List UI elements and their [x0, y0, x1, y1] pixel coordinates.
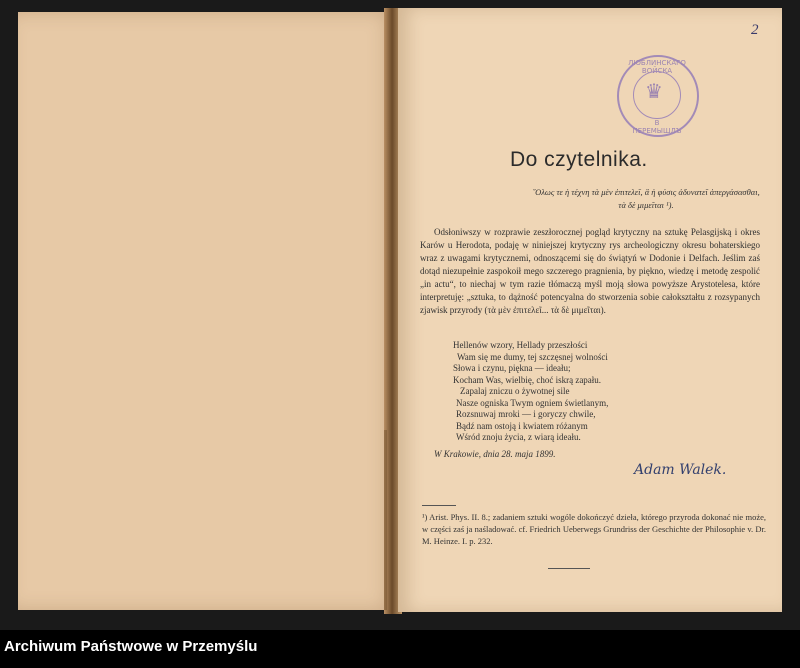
stamp-top-text: ЛЮБЛИНСКАГО ВОЙСКА	[628, 59, 686, 75]
footnote: ¹) Arist. Phys. II. 8.; zadaniem sztuki wogóle dokończyć dzieła, którego przyroda dokonać nie może, w części zaś ja naśladować. cf. Friedrich Ueberwegs Grundriss der Geschichte der Philosophie v. Dr. M. Heinze. I. p. 232.	[422, 512, 766, 546]
page-number: 2	[751, 22, 759, 38]
poem-line: Zapalaj zniczu o żywotnej sile	[460, 386, 570, 396]
archive-caption: Archiwum Państwowe w Przemyślu	[4, 638, 258, 655]
caption-bar	[0, 630, 800, 668]
poem-line: Rozsnuwaj mroki — i goryczy chwile,	[456, 409, 596, 419]
poem-line: Słowa i czynu, piękna — ideału;	[453, 363, 571, 373]
eagle-icon: ♛	[645, 81, 663, 103]
poem-stanza-2	[456, 386, 608, 444]
poem-line: Kocham Was, wielbię, choć iskrą zapału.	[453, 374, 602, 385]
handwritten-signature: Adam Walek.	[634, 462, 727, 478]
poem-line: Wam się me dumy, tej szczęsnej wolności	[457, 351, 608, 362]
end-rule	[548, 568, 590, 569]
preface-paragraph: Odsłoniwszy w rozprawie zeszłorocznej pogląd krytyczny na sztukę Pelasgijską i okres Karów u Herodota, podaję w niniejszej krytyczny rys archeologiczny okresu bohaterskiego wraz z uwagami krytycznemi, odnoszącemi się do świątyń w Dodonie i Delfach. Jeślim zaś dotąd niezupełnie zaspokoił mego szczerego pragnienia, by piękno, wiedzę i metodę zespolić „in actu“, to niechaj w tym razie tłómaczą myśl moją słowa powyższe Arystotelesa, które interpretuję: „sztuka, to dążność potencyalna do stworzenia sobie całokształtu z rozsypanych zjawisk przyrody (τὰ μὲν ἐπιτελεῖ... τὰ δὲ μιμεῖται).	[420, 227, 760, 315]
poem-line: Bądź nam ostoją i kwiatem różanym	[456, 420, 588, 431]
right-page	[398, 8, 782, 612]
left-blank-page	[18, 12, 396, 610]
dateline: W Krakowie, dnia 28. maja 1899.	[434, 449, 556, 459]
stamp-bottom-text: В ПЕРЕМЫШЛЪ	[632, 119, 682, 135]
poem-stanza-1	[453, 340, 608, 386]
library-stamp	[617, 55, 699, 137]
poem-line: Wśród znoju życia, z wiarą ideału.	[456, 432, 581, 442]
greek-motto: ῞Ολως τε ἡ τέχνη τὰ μὲν ἐπιτελεῖ, ἃ ἡ φύσις ἀδυνατεῖ ἀπεργάσασθαι, τὰ δὲ μιμεῖται ¹).	[532, 187, 760, 210]
binding-thread	[384, 430, 387, 610]
poem-line: Nasze ogniska Twym ogniem świetlanym,	[456, 397, 609, 408]
page-title: Do czytelnika.	[510, 148, 648, 171]
poem-line: Hellenów wzory, Hellady przeszłości	[453, 340, 588, 350]
footnote-divider	[422, 505, 456, 506]
